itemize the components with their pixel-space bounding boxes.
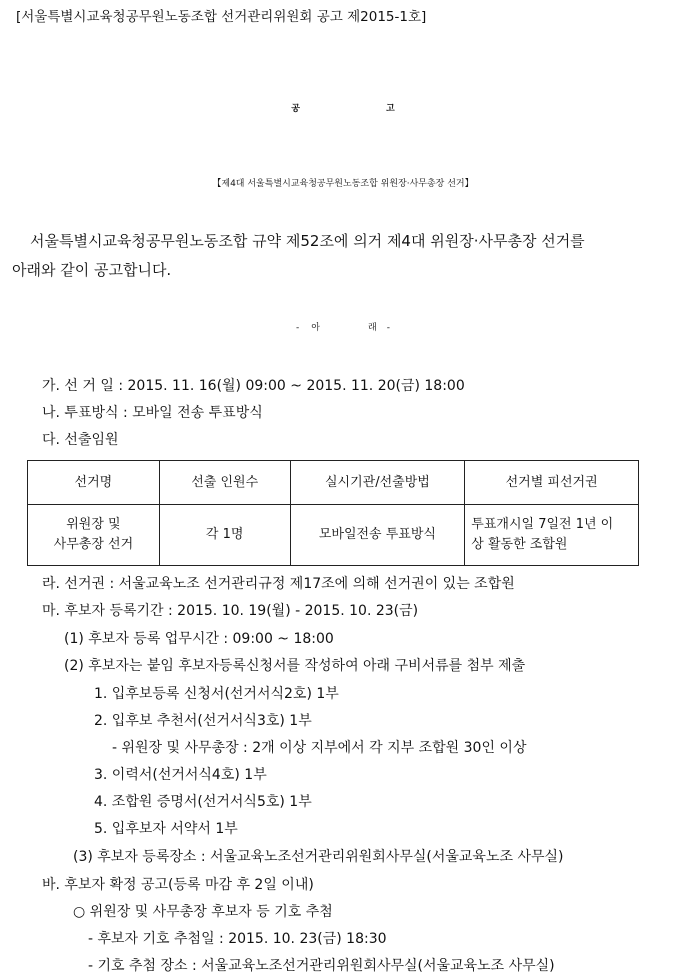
table-header-row	[28, 461, 639, 505]
item-ba-lottery: ○ 위원장 및 사무총장 후보자 등 기호 추첨	[73, 904, 333, 920]
title-right: 고	[386, 104, 395, 114]
notice-heading	[0, 319, 686, 337]
document-item-3: 3. 이력서(선거서식4호) 1부	[94, 767, 267, 783]
item-ma-2-documents: (2) 후보자는 붙임 후보자등록신청서를 작성하여 아래 구비서류를 첨부 제출	[64, 658, 526, 674]
item-da-officers: 다. 선출임원	[42, 432, 119, 448]
table-header-cell: 선거별 피선거권	[465, 461, 639, 505]
heading-dash-left: -	[296, 323, 300, 333]
document-header: [서울특별시교육청공무원노동조합 선거관리위원회 공고 제2015-1호]	[16, 9, 427, 25]
cell-line: 상 활동한 조합원	[471, 537, 568, 552]
table-cell-method: 모바일전송 투표방식	[290, 505, 465, 566]
item-na-voting-method: 나. 투표방식 : 모바일 전송 투표방식	[42, 405, 263, 421]
cell-line: 사무총장 선거	[53, 537, 134, 552]
table-header-cell: 실시기관/선출방법	[290, 461, 465, 505]
table-cell-count: 각 1명	[159, 505, 290, 566]
item-ma-1-hours: (1) 후보자 등록 업무시간 : 09:00 ~ 18:00	[64, 631, 334, 647]
table-header-cell: 선거명	[28, 461, 160, 505]
cell-line: 투표개시일 7일전 1년 이	[471, 517, 614, 532]
table-cell-election-name	[28, 505, 160, 566]
table-row	[28, 505, 639, 566]
document-item-2: 2. 입후보 추천서(선거서식3호) 1부	[94, 713, 312, 729]
heading-word-2: 래	[368, 323, 377, 333]
table-header-cell: 선출 인원수	[159, 461, 290, 505]
document-item-1: 1. 입후보등록 신청서(선거서식2호) 1부	[94, 686, 339, 702]
body-paragraph-line-2: 아래와 같이 공고합니다.	[12, 261, 172, 279]
item-ga-election-date: 가. 선 거 일 : 2015. 11. 16(월) 09:00 ~ 2015. 11. 20(금) 18:00	[42, 378, 465, 394]
table-cell-eligibility	[465, 505, 639, 566]
document-item-5: 5. 입후보자 서약서 1부	[94, 821, 238, 837]
item-ra-voting-rights: 라. 선거권 : 서울교육노조 선거관리규정 제17조에 의해 선거권이 있는 조합원	[42, 576, 515, 592]
heading-dash-right: -	[386, 323, 390, 333]
document-item-4: 4. 조합원 증명서(선거서식5호) 1부	[94, 794, 312, 810]
heading-word-1: 아	[311, 323, 320, 333]
item-ma-registration-period: 마. 후보자 등록기간 : 2015. 10. 19(월) - 2015. 10. 23(금)	[42, 603, 419, 619]
item-ba-lottery-date: - 후보자 기호 추첨일 : 2015. 10. 23(금) 18:30	[88, 931, 387, 947]
cell-line: 위원장 및	[66, 517, 121, 532]
item-ba-lottery-place: - 기호 추첨 장소 : 서울교육노조선거관리위원회사무실(서울교육노조 사무실)	[88, 958, 555, 974]
subtitle: 【제4대 서울특별시교육청공무원노동조합 위원장·사무총장 선거】	[212, 179, 474, 189]
item-ba-candidate-notice: 바. 후보자 확정 공고(등록 마감 후 2일 이내)	[42, 877, 314, 893]
item-ma-3-location: (3) 후보자 등록장소 : 서울교육노조선거관리위원회사무실(서울교육노조 사무실)	[73, 849, 564, 865]
body-paragraph-line-1: 서울특별시교육청공무원노동조합 규약 제52조에 의거 제4대 위원장·사무총장 선거를	[30, 232, 585, 250]
page-title	[0, 94, 686, 124]
election-table	[27, 460, 639, 566]
document-item-2-note: - 위원장 및 사무총장 : 2개 이상 지부에서 각 지부 조합원 30인 이상	[112, 740, 527, 756]
title-left: 공	[291, 104, 300, 114]
